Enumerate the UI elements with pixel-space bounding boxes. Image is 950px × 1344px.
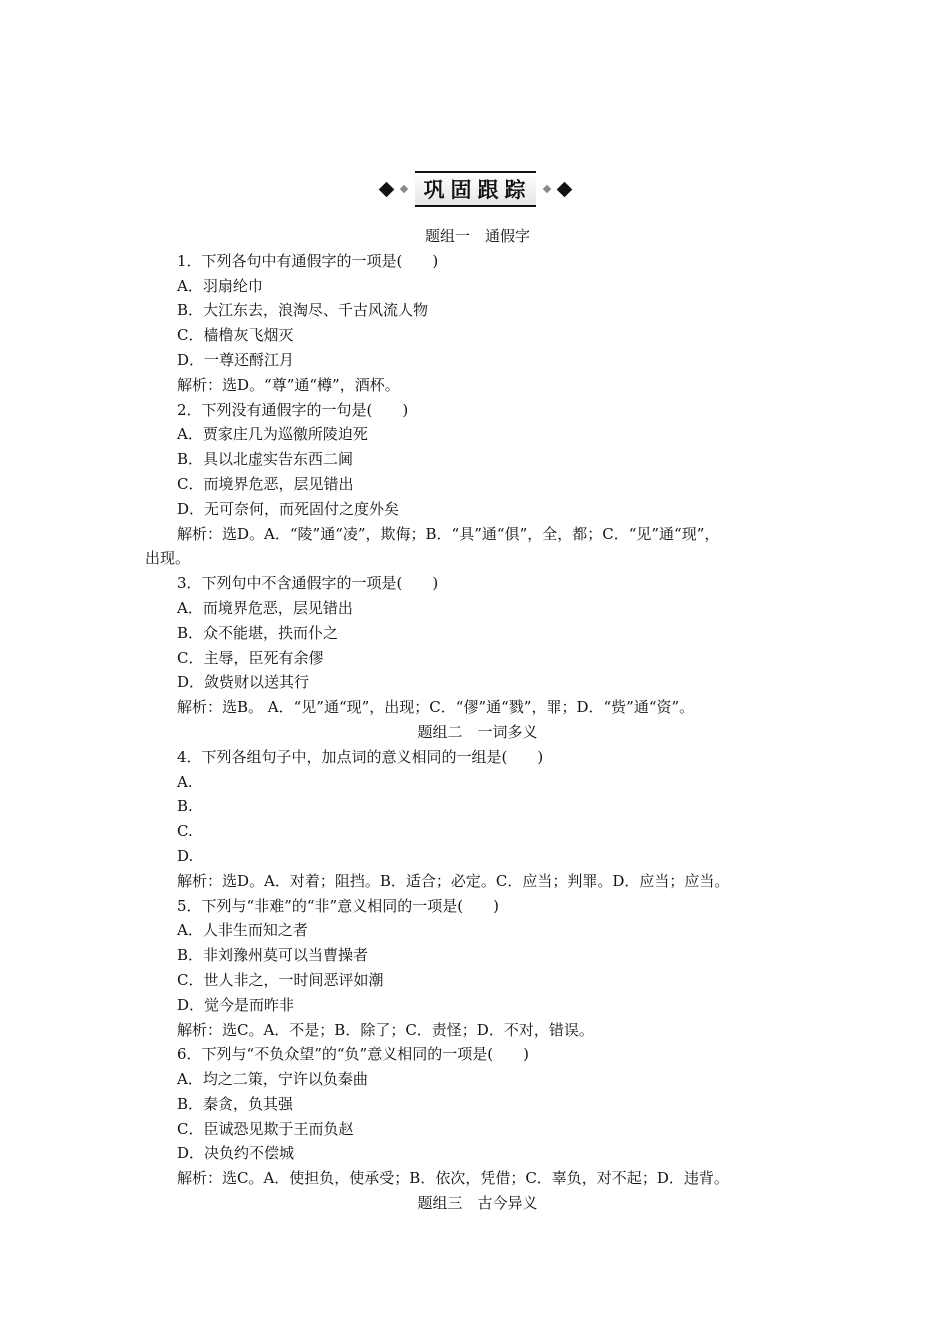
option: C.: [177, 822, 193, 841]
option: C．主辱，臣死有余僇: [177, 648, 324, 667]
option: A．贾家庄几为巡徼所陵迫死: [177, 425, 368, 444]
analysis: 解析：选C。A．使担负，使承受；B．依次，凭借；C．辜负，对不起；D．违背。: [177, 1169, 729, 1188]
analysis: 解析：选D。A．“陵”通“凌”，欺侮；B．“具”通“俱”，全，都；C．“见”通“现”，: [177, 524, 720, 543]
option: A．人非生而知之者: [177, 921, 308, 940]
diamond-icon: [378, 181, 394, 197]
option: B．秦贪，负其强: [177, 1094, 294, 1113]
small-diamond-icon: [399, 185, 407, 193]
option: B.: [177, 797, 193, 816]
section-banner: [0, 172, 950, 206]
question: 1．下列各句中有通假字的一项是( ): [177, 251, 439, 270]
option: D．决负约不偿城: [177, 1144, 295, 1163]
option: A.: [177, 772, 193, 791]
question: 4．下列各组句子中，加点词的意义相同的一组是( ): [177, 747, 544, 766]
option: B．众不能堪，抶而仆之: [177, 623, 339, 642]
option: C．而境界危恶，层见错出: [177, 474, 354, 493]
analysis: 解析：选D。“尊”通“樽”，酒杯。: [177, 375, 400, 394]
option: B．大江东去，浪淘尽、千古风流人物: [177, 301, 429, 320]
option: B．具以北虚实告东西二阃: [177, 450, 354, 469]
option: A．均之二策，宁许以负秦曲: [177, 1070, 368, 1089]
option: A．而境界危恶，层见错出: [177, 598, 353, 617]
option: C．世人非之，一时间恶评如潮: [177, 970, 384, 989]
section-heading: 题组三 古今异义: [417, 1194, 538, 1213]
option: C．臣诚恐见欺于王而负赵: [177, 1119, 354, 1138]
small-diamond-icon: [542, 185, 550, 193]
option: B．非刘豫州莫可以当曹操者: [177, 946, 369, 965]
analysis: 解析：选C。A．不是；B．除了；C．责怪；D．不对，错误。: [177, 1020, 594, 1039]
option: D.: [177, 846, 194, 865]
exercise-content: [145, 224, 810, 1216]
banner-title: 巩固跟踪: [415, 171, 536, 207]
section-heading: 题组一 通假字: [424, 227, 530, 245]
section-heading: 题组二 一词多义: [417, 722, 538, 741]
analysis: 解析：选D。A．对着；阻挡。B．适合；必定。C．应当；判罪。D．应当；应当。: [177, 871, 730, 890]
question: 3．下列句中不含通假字的一项是( ): [177, 574, 439, 593]
option: D．一尊还酹江月: [177, 350, 295, 369]
option: D．敛赀财以送其行: [177, 673, 310, 692]
question: 5．下列与“非难”的“非”意义相同的一项是( ): [177, 896, 499, 915]
option: C．樯橹灰飞烟灭: [177, 326, 294, 345]
question: 6．下列与“不负众望”的“负”意义相同的一项是( ): [177, 1045, 529, 1064]
option: D．无可奈何，而死固付之度外矣: [177, 499, 400, 518]
question: 2．下列没有通假字的一句是( ): [177, 400, 409, 419]
analysis-continued: 出现。: [145, 549, 191, 568]
analysis: 解析：选B。 A．“见”通“现”，出现；C．“僇”通“戮”，罪；D．“赀”通“资”。: [177, 698, 695, 717]
option: A．羽扇纶巾: [177, 276, 263, 295]
diamond-icon: [556, 181, 572, 197]
option: D．觉今是而昨非: [177, 995, 295, 1014]
